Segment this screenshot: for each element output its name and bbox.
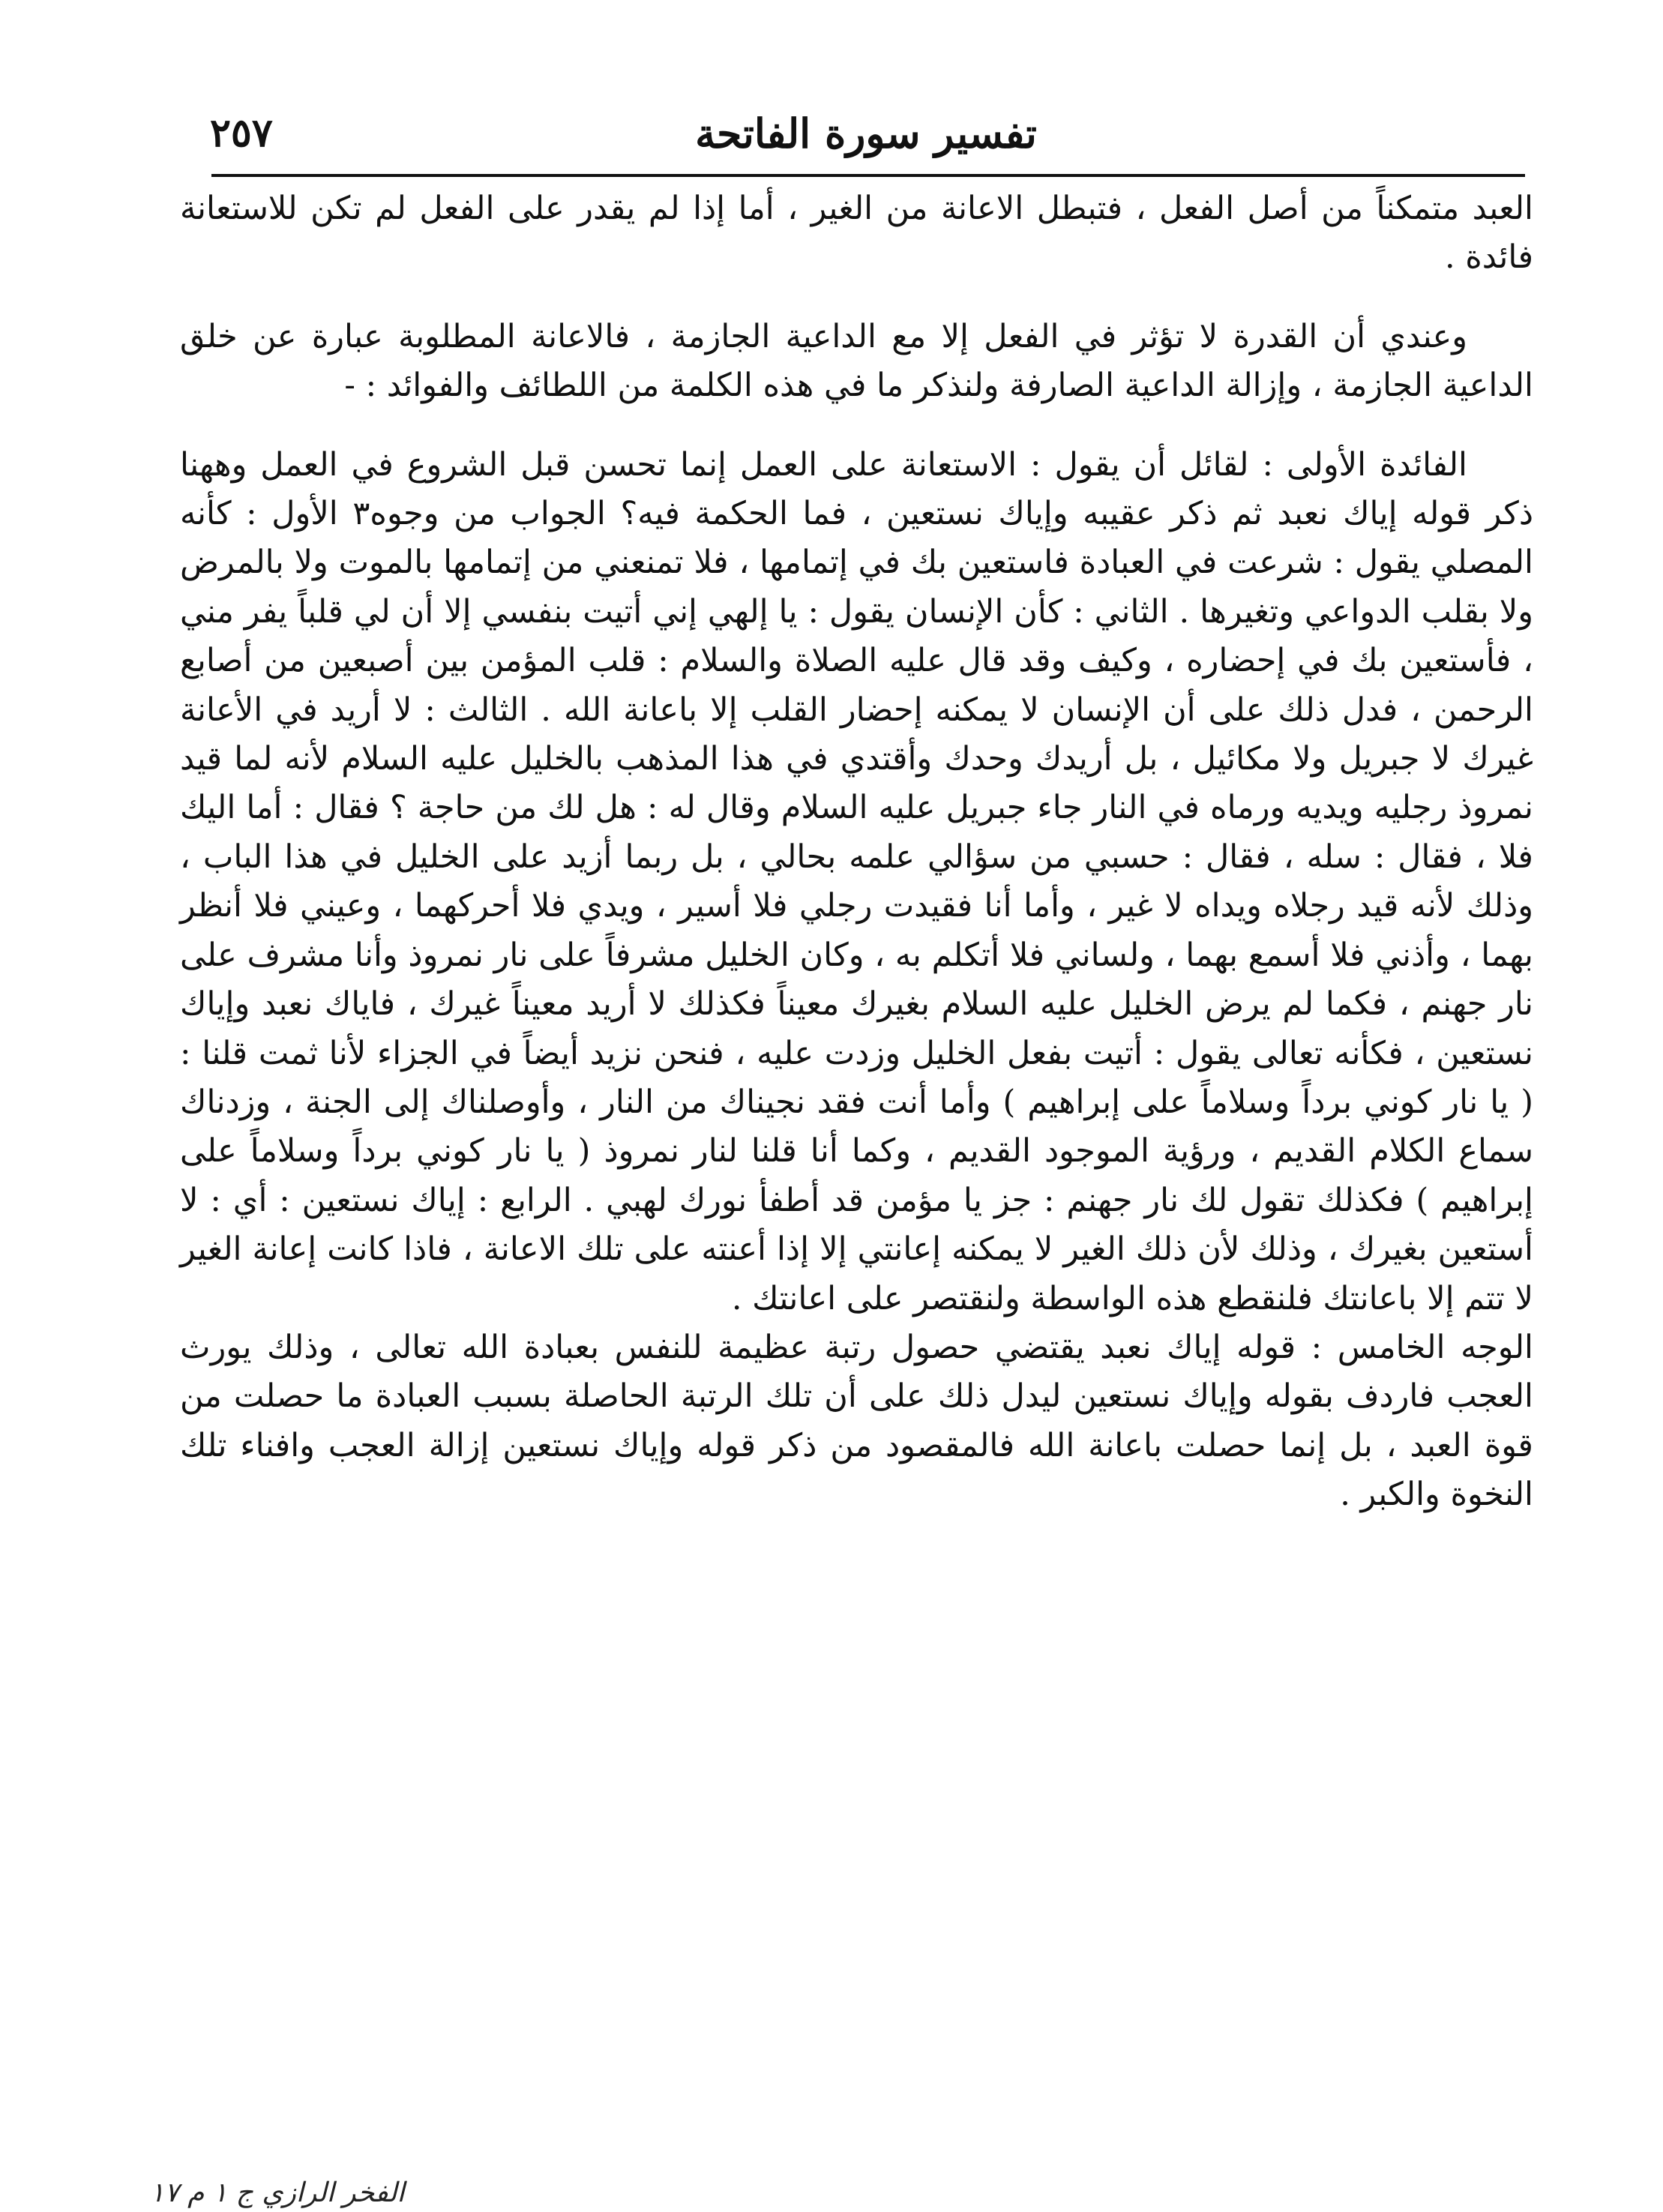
paragraph-opinion: وعندي أن القدرة لا تؤثر في الفعل إلا مع الداعية الجازمة ، فالاعانة المطلوبة عبارة عن خلق الداعية الجازمة ، وإزالة الداعية الصارفة ولنذكر ما في هذه الكلمة من اللطائف والفوائد : - (180, 317, 1533, 405)
paragraph-spacer (180, 411, 1533, 441)
running-header (210, 96, 1522, 171)
paragraph-first-benefit: الفائدة الأولى : لقائل أن يقول : الاستعانة على العمل إنما تحسن قبل الشروع في العمل وههنا ذكر قوله إياك نعبد ثم ذكر عقيبه وإياك نستعين ، فما الحكمة فيه؟ الجواب من وجوه٣ الأول : كأنه المصلي يقول : شرعت في العبادة فاستعين بك في إتمامها ، فلا تمنعني من إتمامها بالموت ولا بالمرض ولا بقلب الدواعي وتغيرها . الثاني : كأن الإنسان يقول : يا إلهي إني أتيت بنفسي إلا أن لي قلباً يفر مني ، فأستعين بك في إحضاره ، وكيف وقد قال عليه الصلاة والسلام : قلب المؤمن بين أصبعين من أصابع الرحمن ، فدل ذلك على أن الإنسان لا يمكنه إحضار القلب إلا باعانة الله . الثالث : لا أريد في الأعانة غيرك لا جبريل ولا مكائيل ، بل أريدك وحدك وأقتدي في هذا المذهب بالخليل عليه السلام لأنه لما قيد نمروذ رجليه ويديه ورماه في النار جاء جبريل عليه السلام وقال له : هل لك من حاجة ؟ فقال : أما اليك فلا ، فقال : سله ، فقال : حسبي من سؤالي علمه بحالي ، بل ربما أزيد على الخليل في هذا الباب ، وذلك لأنه قيد رجلاه ويداه لا غير ، وأما أنا فقيدت رجلي فلا أسير ، ويدي فلا أحركهما ، وعيني فلا أنظر بهما ، وأذني فلا أسمع بهما ، ولساني فلا أتكلم به ، وكان الخليل مشرفاً على نار نمروذ وأنا مشرف على نار جهنم ، فكما لم يرض الخليل عليه السلام بغيرك معيناً فكذلك لا أريد معيناً غيرك ، فاياك نعبد وإياك نستعين ، فكأنه تعالى يقول : أتيت بفعل الخليل وزدت عليه ، فنحن نزيد أيضاً في الجزاء لأنا ثمت قلنا : ( يا نار كوني برداً وسلاماً على إبراهيم ) وأما أنت فقد نجيناك من النار ، وأوصلناك إلى الجنة ، وزدناك سماع الكلام القديم ، ورؤية الموجود القديم ، وكما أنا قلنا لنار نمروذ ( يا نار كوني برداً وسلاماً على إبراهيم ) فكذلك تقول لك نار جهنم : جز يا مؤمن قد أطفأ نورك لهبي . الرابع : إياك نستعين : أي : لا أستعين بغيرك ، وذلك لأن ذلك الغير لا يمكنه إعانتي إلا إذا أعنته على تلك الاعانة ، فاذا كانت إعانة الغير لا تتم إلا باعانتك فلنقطع هذه الواسطة ولنقتصر على اعانتك . (180, 445, 1533, 1317)
page-number: ٢٥٧ (210, 110, 273, 156)
paragraph-continuation: العبد متمكناً من أصل الفعل ، فتبطل الاعانة من الغير ، أما إذا لم يقدر على الفعل لم تكن للاستعانة فائدة . (180, 190, 1533, 277)
body-text (180, 184, 1533, 1520)
paragraph-fifth-aspect: الوجه الخامس : قوله إياك نعبد يقتضي حصول رتبة عظيمة للنفس بعبادة الله تعالى ، وذلك يورث العجب فاردف بقوله وإياك نستعين ليدل ذلك على أن تلك الرتبة الحاصلة بسبب العبادة ما حصلت من قوة العبد ، بل إنما حصلت باعانة الله فالمقصود من ذكر قوله وإياك نستعين إزالة العجب وافناء تلك النخوة والكبر . (180, 1328, 1533, 1514)
paragraph-spacer (180, 283, 1533, 313)
footer-signature: الفخر الرازي ج ١ م ١٧ (150, 2178, 405, 2208)
header-divider (211, 174, 1525, 177)
running-title: تفسير سورة الفاتحة (695, 109, 1037, 157)
